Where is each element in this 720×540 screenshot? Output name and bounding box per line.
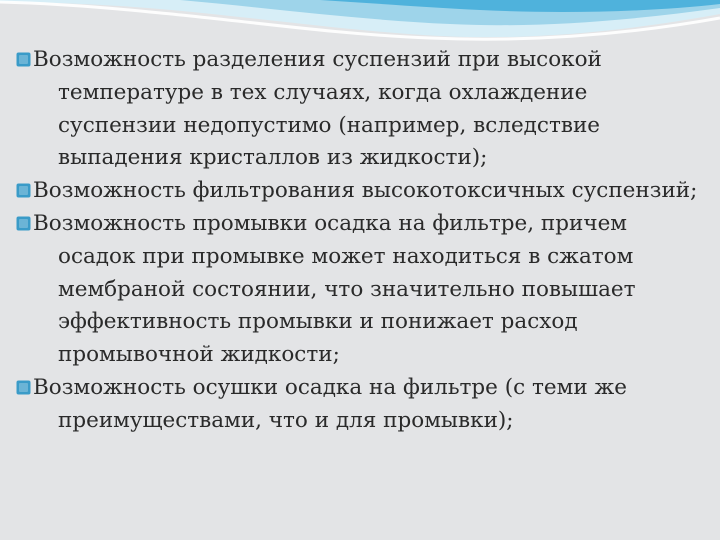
- checkbox-bullet-icon: [16, 216, 31, 231]
- bullet-text: Возможность разделения суспензий при высокой температуре в тех случаях, когда охлаждение суспензии недопустимо (например, вследствие выпадения кристаллов из жидкости);: [33, 47, 602, 171]
- checkbox-bullet-icon: [16, 52, 31, 67]
- checkbox-bullet-icon: [16, 380, 31, 395]
- bullet-text: Возможность осушки осадка на фильтре (с теми же преимуществами, что и для промывки);: [33, 374, 628, 433]
- bullet-text: Возможность фильтрования высокотоксичных суспензий;: [33, 178, 698, 204]
- checkbox-bullet-icon: [16, 183, 31, 198]
- bullet-item: [16, 372, 706, 438]
- bullet-item: [16, 44, 706, 175]
- bullet-item: [16, 208, 706, 372]
- bullet-text: Возможность промывки осадка на фильтре, причем осадок при промывке может находиться в сжатом мембраной состоянии, что значительно повышает эффективность промывки и понижает расход промывочной жидкости;: [33, 210, 636, 368]
- bullet-list: [16, 44, 706, 438]
- bullet-item: [16, 175, 706, 208]
